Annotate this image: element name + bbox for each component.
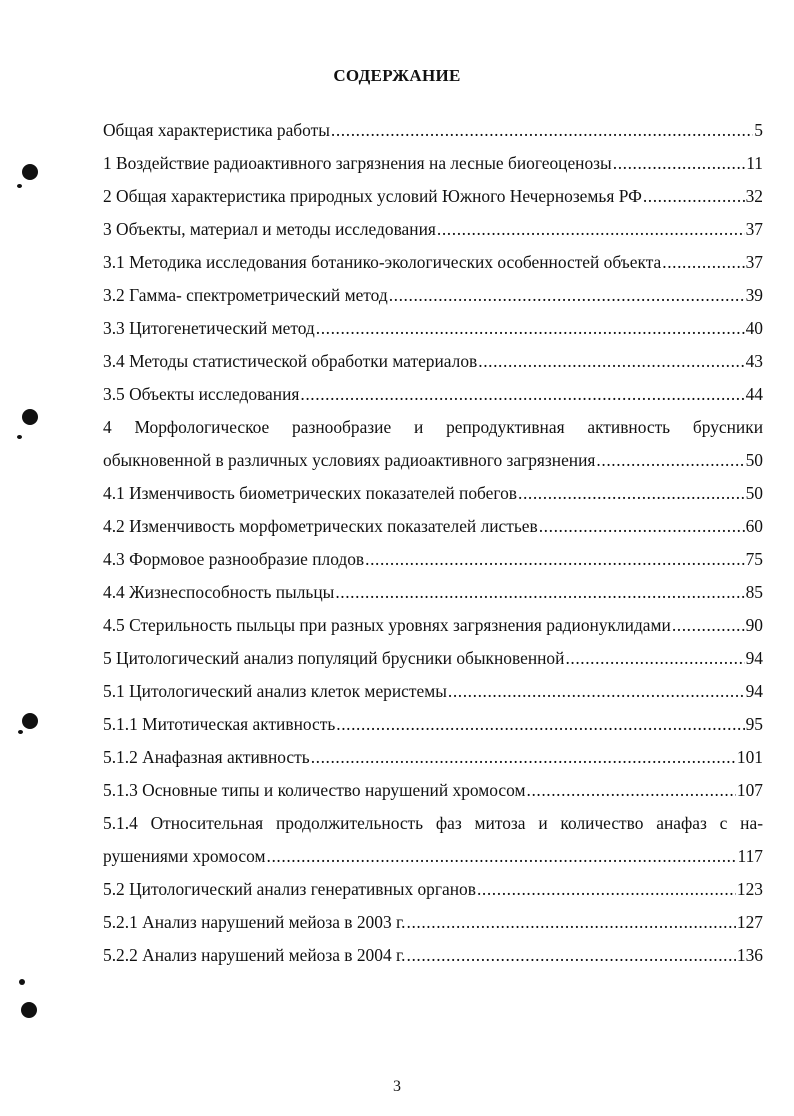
toc-entry[interactable] bbox=[103, 879, 763, 899]
scan-speck bbox=[17, 435, 22, 439]
toc-entry-title: 3 Объекты, материал и методы исследования bbox=[103, 219, 436, 239]
toc-entry[interactable] bbox=[103, 120, 763, 140]
toc-entry[interactable] bbox=[103, 813, 763, 866]
toc-entry-page: 94 bbox=[745, 648, 763, 668]
toc-entry[interactable] bbox=[103, 945, 763, 965]
toc-entry-page: 32 bbox=[745, 186, 763, 206]
toc-entry-title: 5.2 Цитологический анализ генеративных органов bbox=[103, 879, 476, 899]
toc-entry-page: 75 bbox=[745, 549, 763, 569]
toc-entry[interactable] bbox=[103, 285, 763, 305]
toc-entry-title: 4.1 Изменчивость биометрических показателей побегов bbox=[103, 483, 518, 503]
scan-speck bbox=[18, 730, 23, 734]
toc-entry-page: 94 bbox=[745, 681, 763, 701]
toc-entry-title: 3.4 Методы статистической обработки материалов bbox=[103, 351, 478, 371]
page-number: 3 bbox=[393, 1078, 401, 1095]
toc-entry-page: 44 bbox=[745, 384, 763, 404]
toc-entry-title: рушениями хромосом bbox=[103, 846, 266, 866]
toc-leader-dots bbox=[300, 384, 744, 404]
toc-entry-page: 101 bbox=[736, 747, 763, 767]
toc-entry-title: 5.2.2 Анализ нарушений мейоза в 2004 г. bbox=[103, 945, 406, 965]
toc-entry-title: 5.1 Цитологический анализ клеток меристемы bbox=[103, 681, 447, 701]
toc-entry-title-line1: 4 Морфологическое разнообразие и репродуктивная активность брусники bbox=[103, 417, 763, 437]
toc-entry-title: 4.5 Стерильность пыльцы при разных уровнях загрязнения радионуклидами bbox=[103, 615, 671, 635]
toc-entry[interactable] bbox=[103, 549, 763, 569]
page-title: СОДЕРЖАНИЕ bbox=[333, 66, 461, 85]
toc-entry[interactable] bbox=[103, 351, 763, 371]
toc-entry-page: 90 bbox=[745, 615, 763, 635]
toc-entry-page: 136 bbox=[736, 945, 763, 965]
toc-entry[interactable] bbox=[103, 483, 763, 503]
toc-entry[interactable] bbox=[103, 219, 763, 239]
toc-entry-page: 85 bbox=[745, 582, 763, 602]
toc-entry-title: 4.4 Жизнеспособность пыльцы bbox=[103, 582, 335, 602]
toc-leader-dots bbox=[311, 747, 736, 767]
toc-leader-dots bbox=[407, 912, 736, 932]
toc-entry-title: 5.1.1 Митотическая активность bbox=[103, 714, 336, 734]
toc-entry-page: 50 bbox=[745, 450, 763, 470]
toc-entry-page: 95 bbox=[745, 714, 763, 734]
toc-entry[interactable] bbox=[103, 582, 763, 602]
toc-leader-dots bbox=[335, 582, 744, 602]
toc-leader-dots bbox=[437, 219, 745, 239]
toc-leader-dots bbox=[316, 318, 745, 338]
toc-leader-dots bbox=[565, 648, 744, 668]
toc-entry[interactable] bbox=[103, 615, 763, 635]
toc-leader-dots bbox=[527, 780, 736, 800]
toc-entry[interactable] bbox=[103, 153, 763, 173]
scan-speck bbox=[19, 979, 25, 985]
toc-entry[interactable] bbox=[103, 186, 763, 206]
toc-entry-title: 3.5 Объекты исследования bbox=[103, 384, 300, 404]
toc-entry-page: 40 bbox=[745, 318, 763, 338]
toc-leader-dots bbox=[672, 615, 745, 635]
toc-leader-dots bbox=[478, 351, 744, 371]
toc-leader-dots bbox=[662, 252, 744, 272]
toc-entry-title: обыкновенной в различных условиях радиоактивного загрязнения bbox=[103, 450, 596, 470]
toc-entry-page: 123 bbox=[736, 879, 763, 899]
toc-entry[interactable] bbox=[103, 252, 763, 272]
toc-leader-dots bbox=[539, 516, 745, 536]
toc-leader-dots bbox=[643, 186, 745, 206]
toc-leader-dots bbox=[518, 483, 745, 503]
toc-entry-title: 5.1.2 Анафазная активность bbox=[103, 747, 310, 767]
toc-leader-dots bbox=[365, 549, 744, 569]
toc-leader-dots bbox=[613, 153, 746, 173]
toc-leader-dots bbox=[407, 945, 736, 965]
toc-leader-dots bbox=[389, 285, 745, 305]
toc-entry[interactable] bbox=[103, 516, 763, 536]
toc-entry-page: 60 bbox=[745, 516, 763, 536]
toc-entry[interactable] bbox=[103, 714, 763, 734]
toc-entry[interactable] bbox=[103, 747, 763, 767]
toc-entry-page: 11 bbox=[746, 153, 763, 173]
toc-entry-page: 37 bbox=[745, 219, 763, 239]
toc-leader-dots bbox=[477, 879, 736, 899]
toc-entry-page: 107 bbox=[736, 780, 763, 800]
toc-entry-title: 5.1.3 Основные типы и количество нарушений хромосом bbox=[103, 780, 526, 800]
toc-entry-page: 117 bbox=[737, 846, 763, 866]
toc-entry-title: 3.3 Цитогенетический метод bbox=[103, 318, 315, 338]
toc-entry[interactable] bbox=[103, 648, 763, 668]
punch-hole-mark bbox=[22, 409, 38, 425]
toc-entry-title: 3.2 Гамма- спектрометрический метод bbox=[103, 285, 388, 305]
toc-entry-title: 5.2.1 Анализ нарушений мейоза в 2003 г. bbox=[103, 912, 406, 932]
toc-leader-dots bbox=[267, 846, 737, 866]
toc-leader-dots bbox=[448, 681, 745, 701]
toc-entry[interactable] bbox=[103, 681, 763, 701]
toc-entry-page: 5 bbox=[754, 120, 763, 140]
toc-entry[interactable] bbox=[103, 417, 763, 470]
toc-entry[interactable] bbox=[103, 384, 763, 404]
toc-entry-page: 39 bbox=[745, 285, 763, 305]
toc-entry-title: Общая характеристика работы bbox=[103, 120, 330, 140]
toc-entry-title: 4.3 Формовое разнообразие плодов bbox=[103, 549, 365, 569]
scan-speck bbox=[17, 184, 22, 188]
toc-entry-title: 2 Общая характеристика природных условий Южного Нечерноземья РФ bbox=[103, 186, 642, 206]
toc-entry[interactable] bbox=[103, 318, 763, 338]
toc-entry-title: 4.2 Изменчивость морфометрических показателей листьев bbox=[103, 516, 538, 536]
toc-entry-page: 37 bbox=[745, 252, 763, 272]
toc-entry-title: 1 Воздействие радиоактивного загрязнения на лесные биогеоценозы bbox=[103, 153, 612, 173]
punch-hole-mark bbox=[22, 164, 38, 180]
toc-entry[interactable] bbox=[103, 912, 763, 932]
toc-entry-page: 50 bbox=[745, 483, 763, 503]
toc-entry-page: 127 bbox=[736, 912, 763, 932]
toc-entry-title-line1: 5.1.4 Относительная продолжительность фаз митоза и количество анафаз с на- bbox=[103, 813, 763, 833]
toc-leader-dots bbox=[596, 450, 744, 470]
toc-leader-dots bbox=[336, 714, 744, 734]
punch-hole-mark bbox=[21, 1002, 37, 1018]
toc-leader-dots bbox=[331, 120, 753, 140]
punch-hole-mark bbox=[22, 713, 38, 729]
toc-entry-title: 5 Цитологический анализ популяций брусники обыкновенной bbox=[103, 648, 565, 668]
toc-entry-page: 43 bbox=[745, 351, 763, 371]
toc-entry[interactable] bbox=[103, 780, 763, 800]
toc-entry-title: 3.1 Методика исследования ботанико-экологических особенностей объекта bbox=[103, 252, 662, 272]
